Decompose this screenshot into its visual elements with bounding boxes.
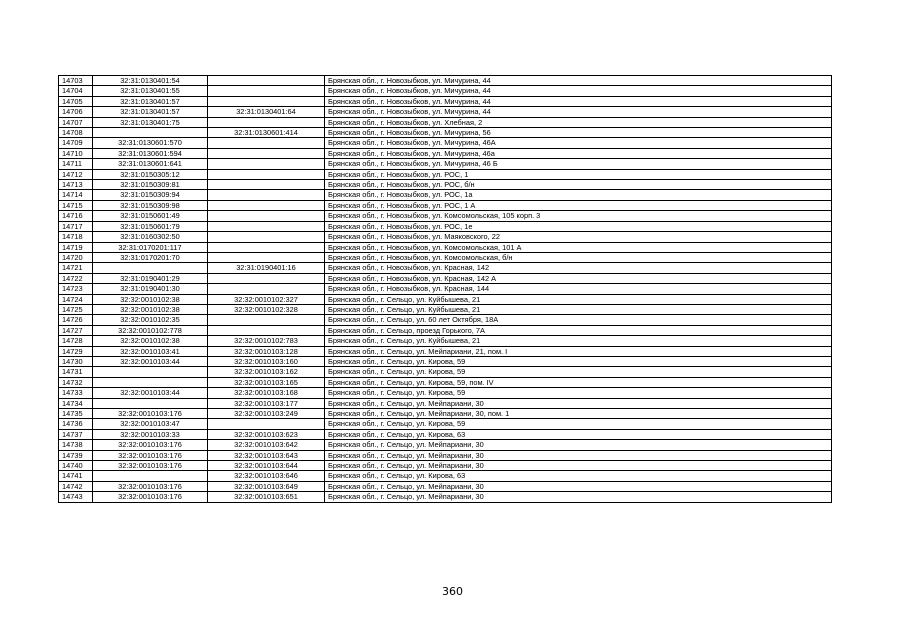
row-number-cell: 14731: [59, 367, 93, 377]
linked-cadastral-number-cell: 32:32:0010103:649: [208, 481, 325, 491]
linked-cadastral-number-cell: [208, 211, 325, 221]
address-cell: Брянская обл., г. Сельцо, ул. 60 лет Октября, 18А: [325, 315, 832, 325]
address-cell: Брянская обл., г. Сельцо, ул. Мейпариани, 30: [325, 440, 832, 450]
address-cell: Брянская обл., г. Сельцо, ул. Кирова, 59: [325, 356, 832, 366]
table-row: [59, 96, 832, 106]
address-cell: Брянская обл., г. Сельцо, ул. Куйбышева, 21: [325, 304, 832, 314]
address-cell: Брянская обл., г. Новозыбков, ул. РОС, 1: [325, 169, 832, 179]
row-number-cell: 14711: [59, 159, 93, 169]
cadastral-number-cell: [93, 377, 208, 387]
registry-table-body: [59, 76, 832, 503]
table-row: [59, 492, 832, 502]
linked-cadastral-number-cell: [208, 117, 325, 127]
address-cell: Брянская обл., г. Новозыбков, ул. РОС, 1а: [325, 190, 832, 200]
cadastral-number-cell: 32:31:0190401:29: [93, 273, 208, 283]
linked-cadastral-number-cell: 32:32:0010103:623: [208, 429, 325, 439]
cadastral-number-cell: 32:31:0130601:594: [93, 148, 208, 158]
address-cell: Брянская обл., г. Новозыбков, ул. Комсомольская, б/н: [325, 252, 832, 262]
row-number-cell: 14732: [59, 377, 93, 387]
row-number-cell: 14738: [59, 440, 93, 450]
row-number-cell: 14715: [59, 200, 93, 210]
address-cell: Брянская обл., г. Сельцо, ул. Кирова, 59: [325, 419, 832, 429]
table-row: [59, 117, 832, 127]
table-row: [59, 471, 832, 481]
cadastral-number-cell: 32:32:0010103:41: [93, 346, 208, 356]
linked-cadastral-number-cell: [208, 148, 325, 158]
row-number-cell: 14722: [59, 273, 93, 283]
cadastral-number-cell: 32:31:0150305:12: [93, 169, 208, 179]
cadastral-number-cell: 32:31:0150309:94: [93, 190, 208, 200]
linked-cadastral-number-cell: [208, 419, 325, 429]
address-cell: Брянская обл., г. Сельцо, ул. Кирова, 59, пом. IV: [325, 377, 832, 387]
cadastral-number-cell: 32:31:0190401:30: [93, 284, 208, 294]
address-cell: Брянская обл., г. Новозыбков, ул. Мичурина, 56: [325, 128, 832, 138]
table-row: [59, 200, 832, 210]
address-cell: Брянская обл., г. Новозыбков, ул. Красная, 142 А: [325, 273, 832, 283]
table-row: [59, 284, 832, 294]
cadastral-number-cell: 32:31:0170201:70: [93, 252, 208, 262]
address-cell: Брянская обл., г. Сельцо, ул. Куйбышева, 21: [325, 294, 832, 304]
row-number-cell: 14710: [59, 148, 93, 158]
linked-cadastral-number-cell: 32:32:0010103:162: [208, 367, 325, 377]
address-cell: Брянская обл., г. Новозыбков, ул. Мичурина, 44: [325, 96, 832, 106]
cadastral-number-cell: 32:31:0130401:55: [93, 86, 208, 96]
address-cell: Брянская обл., г. Сельцо, ул. Мейпариани, 21, пом. I: [325, 346, 832, 356]
linked-cadastral-number-cell: [208, 252, 325, 262]
table-row: [59, 398, 832, 408]
cadastral-number-cell: 32:32:0010103:176: [93, 450, 208, 460]
table-row: [59, 419, 832, 429]
row-number-cell: 14723: [59, 284, 93, 294]
row-number-cell: 14712: [59, 169, 93, 179]
table-row: [59, 252, 832, 262]
cadastral-number-cell: 32:32:0010103:176: [93, 481, 208, 491]
linked-cadastral-number-cell: 32:32:0010103:165: [208, 377, 325, 387]
linked-cadastral-number-cell: 32:32:0010103:651: [208, 492, 325, 502]
table-row: [59, 409, 832, 419]
cadastral-number-cell: 32:32:0010103:176: [93, 461, 208, 471]
address-cell: Брянская обл., г. Новозыбков, ул. РОС, б/н: [325, 180, 832, 190]
row-number-cell: 14720: [59, 252, 93, 262]
cadastral-number-cell: 32:31:0130601:641: [93, 159, 208, 169]
cadastral-number-cell: 32:31:0130601:570: [93, 138, 208, 148]
address-cell: Брянская обл., г. Новозыбков, ул. Комсомольская, 101 А: [325, 242, 832, 252]
table-row: [59, 450, 832, 460]
linked-cadastral-number-cell: 32:31:0190401:16: [208, 263, 325, 273]
cadastral-number-cell: [93, 263, 208, 273]
cadastral-number-cell: 32:31:0160302:50: [93, 232, 208, 242]
row-number-cell: 14714: [59, 190, 93, 200]
address-cell: Брянская обл., г. Сельцо, ул. Кирова, 59: [325, 388, 832, 398]
cadastral-number-cell: 32:31:0150601:79: [93, 221, 208, 231]
row-number-cell: 14726: [59, 315, 93, 325]
cadastral-number-cell: 32:32:0010103:176: [93, 492, 208, 502]
linked-cadastral-number-cell: [208, 221, 325, 231]
linked-cadastral-number-cell: [208, 169, 325, 179]
row-number-cell: 14735: [59, 409, 93, 419]
cadastral-number-cell: 32:31:0130401:57: [93, 107, 208, 117]
row-number-cell: 14705: [59, 96, 93, 106]
linked-cadastral-number-cell: 32:32:0010103:642: [208, 440, 325, 450]
linked-cadastral-number-cell: 32:31:0130401:64: [208, 107, 325, 117]
row-number-cell: 14717: [59, 221, 93, 231]
linked-cadastral-number-cell: [208, 200, 325, 210]
cadastral-number-cell: 32:31:0150601:49: [93, 211, 208, 221]
cadastral-number-cell: 32:31:0130401:54: [93, 76, 208, 86]
linked-cadastral-number-cell: [208, 190, 325, 200]
cadastral-number-cell: [93, 471, 208, 481]
row-number-cell: 14728: [59, 336, 93, 346]
table-row: [59, 273, 832, 283]
cadastral-number-cell: 32:32:0010102:38: [93, 304, 208, 314]
row-number-cell: 14716: [59, 211, 93, 221]
linked-cadastral-number-cell: [208, 284, 325, 294]
address-cell: Брянская обл., г. Сельцо, ул. Мейпариани, 30: [325, 492, 832, 502]
address-cell: Брянская обл., г. Новозыбков, ул. Маяковского, 22: [325, 232, 832, 242]
linked-cadastral-number-cell: 32:32:0010102:327: [208, 294, 325, 304]
address-cell: Брянская обл., г. Сельцо, ул. Мейпариани, 30: [325, 450, 832, 460]
cadastral-number-cell: 32:32:0010103:44: [93, 356, 208, 366]
table-row: [59, 86, 832, 96]
table-row: [59, 346, 832, 356]
linked-cadastral-number-cell: 32:32:0010103:249: [208, 409, 325, 419]
table-row: [59, 304, 832, 314]
cadastral-number-cell: 32:32:0010103:176: [93, 440, 208, 450]
table-row: [59, 263, 832, 273]
linked-cadastral-number-cell: [208, 159, 325, 169]
row-number-cell: 14733: [59, 388, 93, 398]
table-row: [59, 211, 832, 221]
table-row: [59, 325, 832, 335]
address-cell: Брянская обл., г. Сельцо, ул. Мейпариани, 30: [325, 481, 832, 491]
table-row: [59, 461, 832, 471]
linked-cadastral-number-cell: [208, 315, 325, 325]
row-number-cell: 14729: [59, 346, 93, 356]
table-row: [59, 221, 832, 231]
cadastral-number-cell: [93, 367, 208, 377]
row-number-cell: 14725: [59, 304, 93, 314]
row-number-cell: 14736: [59, 419, 93, 429]
table-row: [59, 180, 832, 190]
linked-cadastral-number-cell: 32:32:0010102:328: [208, 304, 325, 314]
table-row: [59, 388, 832, 398]
row-number-cell: 14707: [59, 117, 93, 127]
table-row: [59, 377, 832, 387]
linked-cadastral-number-cell: 32:32:0010102:783: [208, 336, 325, 346]
cadastral-number-cell: 32:32:0010103:33: [93, 429, 208, 439]
linked-cadastral-number-cell: [208, 232, 325, 242]
row-number-cell: 14718: [59, 232, 93, 242]
address-cell: Брянская обл., г. Сельцо, ул. Мейпариани, 30: [325, 461, 832, 471]
linked-cadastral-number-cell: 32:32:0010103:168: [208, 388, 325, 398]
cadastral-number-cell: 32:32:0010102:38: [93, 336, 208, 346]
row-number-cell: 14741: [59, 471, 93, 481]
linked-cadastral-number-cell: [208, 86, 325, 96]
cadastral-number-cell: [93, 398, 208, 408]
row-number-cell: 14739: [59, 450, 93, 460]
row-number-cell: 14721: [59, 263, 93, 273]
table-row: [59, 356, 832, 366]
cadastral-number-cell: 32:31:0130401:57: [93, 96, 208, 106]
address-cell: Брянская обл., г. Новозыбков, ул. РОС, 1 А: [325, 200, 832, 210]
address-cell: Брянская обл., г. Сельцо, ул. Мейпариани, 30, пом. 1: [325, 409, 832, 419]
address-cell: Брянская обл., г. Сельцо, ул. Мейпариани, 30: [325, 398, 832, 408]
table-row: [59, 138, 832, 148]
page-number: 360: [442, 585, 463, 598]
cadastral-number-cell: 32:31:0150309:98: [93, 200, 208, 210]
linked-cadastral-number-cell: 32:31:0130601:414: [208, 128, 325, 138]
row-number-cell: 14734: [59, 398, 93, 408]
table-row: [59, 440, 832, 450]
linked-cadastral-number-cell: 32:32:0010103:177: [208, 398, 325, 408]
cadastral-number-cell: 32:32:0010102:35: [93, 315, 208, 325]
cadastral-number-cell: 32:32:0010103:44: [93, 388, 208, 398]
row-number-cell: 14703: [59, 76, 93, 86]
table-row: [59, 128, 832, 138]
address-cell: Брянская обл., г. Новозыбков, ул. Красная, 142: [325, 263, 832, 273]
row-number-cell: 14737: [59, 429, 93, 439]
table-row: [59, 294, 832, 304]
row-number-cell: 14724: [59, 294, 93, 304]
row-number-cell: 14709: [59, 138, 93, 148]
table-row: [59, 107, 832, 117]
row-number-cell: 14713: [59, 180, 93, 190]
row-number-cell: 14706: [59, 107, 93, 117]
row-number-cell: 14708: [59, 128, 93, 138]
address-cell: Брянская обл., г. Новозыбков, ул. Мичурина, 44: [325, 86, 832, 96]
cadastral-number-cell: 32:32:0010102:778: [93, 325, 208, 335]
linked-cadastral-number-cell: 32:32:0010103:644: [208, 461, 325, 471]
table-row: [59, 481, 832, 491]
table-row: [59, 159, 832, 169]
cadastral-number-cell: 32:31:0150309:81: [93, 180, 208, 190]
address-cell: Брянская обл., г. Новозыбков, ул. Мичурина, 44: [325, 107, 832, 117]
address-cell: Брянская обл., г. Сельцо, ул. Кирова, 63: [325, 429, 832, 439]
address-cell: Брянская обл., г. Новозыбков, ул. Мичурина, 46а: [325, 148, 832, 158]
row-number-cell: 14719: [59, 242, 93, 252]
cadastral-number-cell: 32:32:0010103:176: [93, 409, 208, 419]
row-number-cell: 14704: [59, 86, 93, 96]
address-cell: Брянская обл., г. Новозыбков, ул. Комсомольская, 105 корп. 3: [325, 211, 832, 221]
cadastral-number-cell: 32:32:0010102:38: [93, 294, 208, 304]
linked-cadastral-number-cell: [208, 96, 325, 106]
linked-cadastral-number-cell: [208, 273, 325, 283]
address-cell: Брянская обл., г. Новозыбков, ул. Красная, 144: [325, 284, 832, 294]
table-row: [59, 367, 832, 377]
address-cell: Брянская обл., г. Новозыбков, ул. Мичурина, 44: [325, 76, 832, 86]
row-number-cell: 14742: [59, 481, 93, 491]
cadastral-number-cell: [93, 128, 208, 138]
address-cell: Брянская обл., г. Новозыбков, ул. Хлебная, 2: [325, 117, 832, 127]
row-number-cell: 14727: [59, 325, 93, 335]
linked-cadastral-number-cell: [208, 325, 325, 335]
table-row: [59, 315, 832, 325]
linked-cadastral-number-cell: 32:32:0010103:160: [208, 356, 325, 366]
address-cell: Брянская обл., г. Новозыбков, ул. Мичурина, 46А: [325, 138, 832, 148]
table-row: [59, 148, 832, 158]
row-number-cell: 14740: [59, 461, 93, 471]
cadastral-number-cell: 32:31:0130401:75: [93, 117, 208, 127]
table-row: [59, 76, 832, 86]
linked-cadastral-number-cell: [208, 76, 325, 86]
row-number-cell: 14743: [59, 492, 93, 502]
table-row: [59, 190, 832, 200]
linked-cadastral-number-cell: 32:32:0010103:643: [208, 450, 325, 460]
address-cell: Брянская обл., г. Сельцо, ул. Кирова, 63: [325, 471, 832, 481]
address-cell: Брянская обл., г. Новозыбков, ул. Мичурина, 46 Б: [325, 159, 832, 169]
linked-cadastral-number-cell: [208, 138, 325, 148]
row-number-cell: 14730: [59, 356, 93, 366]
linked-cadastral-number-cell: [208, 180, 325, 190]
cadastral-number-cell: 32:31:0170201:117: [93, 242, 208, 252]
table-row: [59, 169, 832, 179]
linked-cadastral-number-cell: 32:32:0010103:646: [208, 471, 325, 481]
table-row: [59, 336, 832, 346]
linked-cadastral-number-cell: 32:32:0010103:128: [208, 346, 325, 356]
address-cell: Брянская обл., г. Новозыбков, ул. РОС, 1е: [325, 221, 832, 231]
address-cell: Брянская обл., г. Сельцо, проезд Горького, 7А: [325, 325, 832, 335]
linked-cadastral-number-cell: [208, 242, 325, 252]
registry-table: [58, 75, 832, 503]
address-cell: Брянская обл., г. Сельцо, ул. Кирова, 59: [325, 367, 832, 377]
table-row: [59, 242, 832, 252]
cadastral-number-cell: 32:32:0010103:47: [93, 419, 208, 429]
address-cell: Брянская обл., г. Сельцо, ул. Куйбышева, 21: [325, 336, 832, 346]
table-row: [59, 429, 832, 439]
table-row: [59, 232, 832, 242]
